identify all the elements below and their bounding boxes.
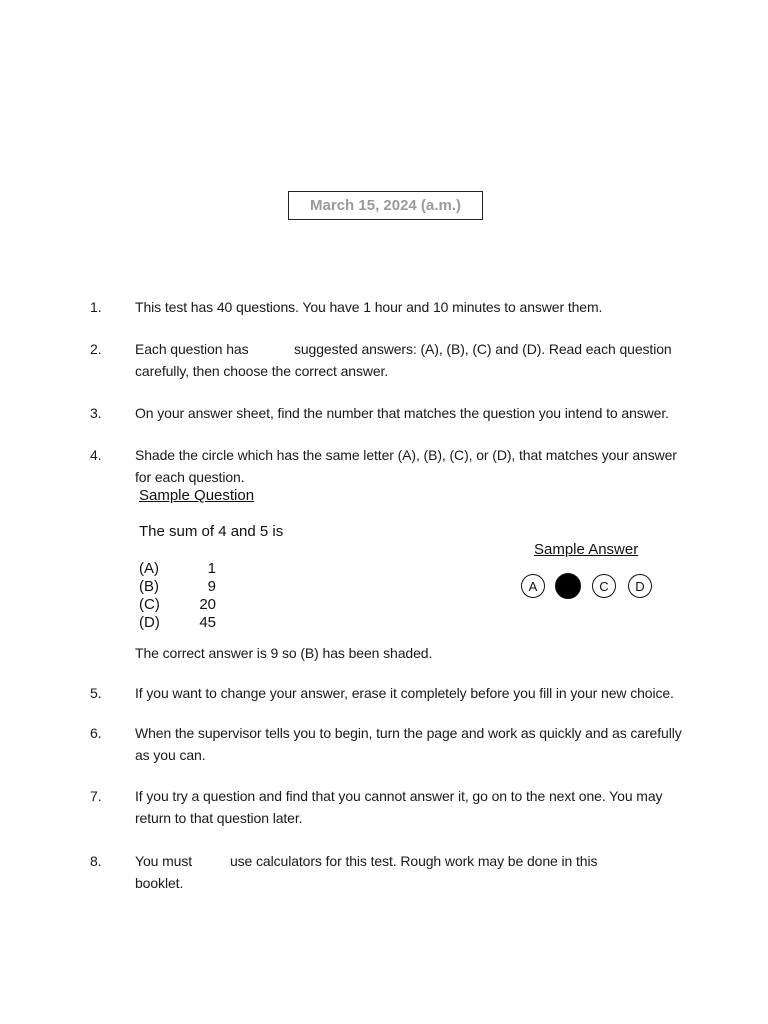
exam-date-box: [288, 191, 483, 220]
option-value: 20: [199, 596, 216, 613]
answer-bubble-d: [628, 574, 652, 598]
bubble-letter: A: [528, 578, 538, 594]
instruction-text: for each question.: [135, 469, 245, 485]
option-value: 45: [199, 614, 216, 631]
sample-answer-title: Sample Answer: [534, 541, 639, 558]
exam-date: March 15, 2024 (a.m.): [310, 197, 461, 214]
instruction-number: 6.: [90, 725, 102, 741]
instruction-text: You must use calculators for this test. Rough work may be done in this: [135, 853, 598, 869]
option-letter: (C): [139, 596, 160, 613]
instruction-number: 8.: [90, 853, 102, 869]
instruction-number: 7.: [90, 788, 102, 804]
sample-question-stem: The sum of 4 and 5 is: [139, 523, 284, 540]
instruction-text: booklet.: [135, 875, 184, 891]
instruction-text: When the supervisor tells you to begin, turn the page and work as quickly and as carefully: [135, 725, 682, 741]
option-letter: (A): [139, 560, 159, 577]
instruction-number: 1.: [90, 299, 102, 315]
instruction-text: On your answer sheet, find the number that matches the question you intend to answer.: [135, 405, 669, 421]
instruction-number: 4.: [90, 447, 102, 463]
instruction-text: If you want to change your answer, erase it completely before you fill in your new choice.: [135, 685, 674, 701]
answer-bubble-c: [592, 574, 616, 598]
instruction-text: return to that question later.: [135, 810, 303, 826]
instruction-text: carefully, then choose the correct answer.: [135, 363, 389, 379]
option-letter: (D): [139, 614, 160, 631]
instruction-number: 3.: [90, 405, 102, 421]
option-value: 9: [207, 578, 216, 595]
instruction-text: as you can.: [135, 747, 206, 763]
instruction-number: 2.: [90, 341, 102, 357]
bubble-letter: C: [599, 578, 609, 594]
correct-answer-note: The correct answer is 9 so (B) has been shaded.: [135, 645, 433, 661]
answer-bubble-a: [521, 574, 545, 598]
answer-bubble-b-filled: [555, 573, 581, 599]
instruction-text: Each question has suggested answers: (A), (B), (C) and (D). Read each question: [135, 341, 672, 357]
instruction-text: If you try a question and find that you cannot answer it, go on to the next one. You may: [135, 788, 663, 804]
instruction-text: Shade the circle which has the same letter (A), (B), (C), or (D), that matches your answer: [135, 447, 677, 463]
option-letter: (B): [139, 578, 159, 595]
instruction-text: This test has 40 questions. You have 1 hour and 10 minutes to answer them.: [135, 299, 603, 315]
option-value: 1: [207, 560, 216, 577]
bubble-letter: D: [635, 578, 645, 594]
instruction-number: 5.: [90, 685, 102, 701]
sample-question-title: Sample Question: [139, 487, 255, 504]
